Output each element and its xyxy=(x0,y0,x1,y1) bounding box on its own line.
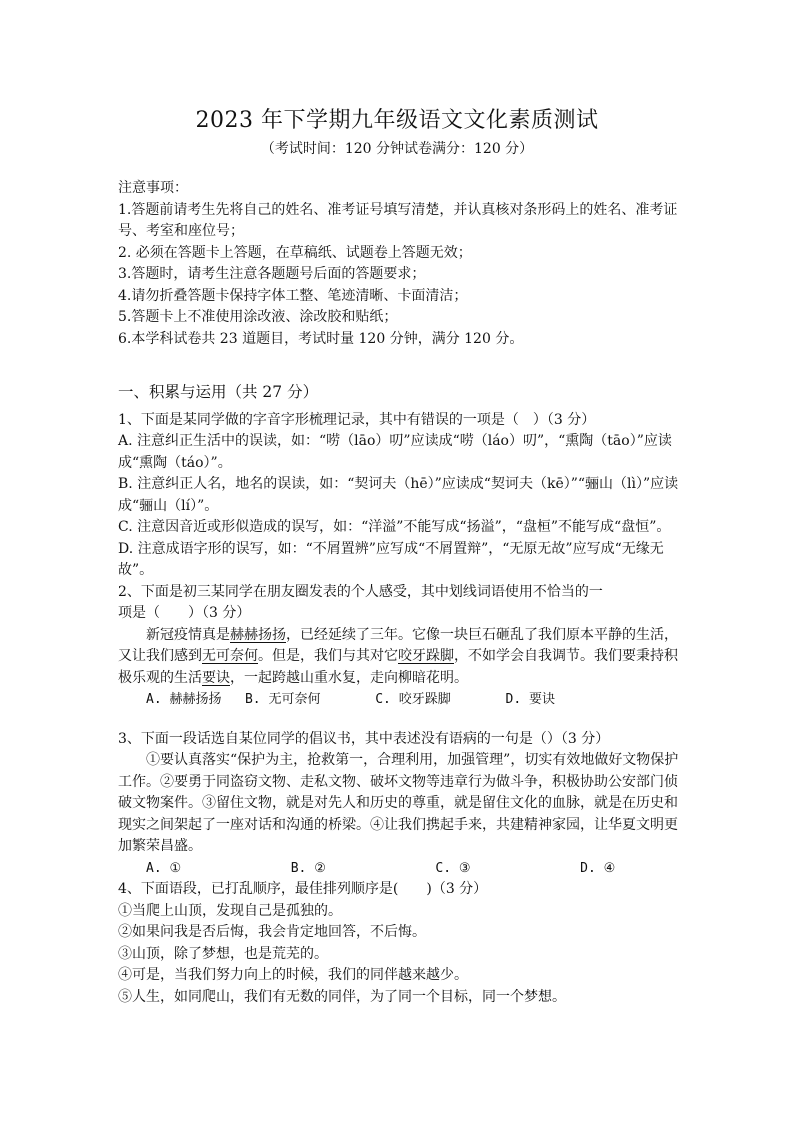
underlined-word: 咬牙跺脚 xyxy=(398,648,454,664)
passage-text: ，不如学会自我调节。我们要秉持积极乐观的生活 xyxy=(118,648,678,686)
question-3-options: A. ① B. ② C. ③ D. ④ xyxy=(146,860,616,876)
question-3-stem: 3、下面一段话选自某位同学的倡议书，其中表述没有语病的一句是（）（3 分） xyxy=(118,730,610,747)
question-1-option-a: A. 注意纠正生活中的误读，如：“唠（lāo）叨”应读成“唠（láo）叨”，“熏陶（tāo）”应读成“熏陶（táo）”。 xyxy=(118,433,672,471)
passage-text: 新冠疫情真是 xyxy=(146,626,230,643)
question-4-sentence: ①当爬上山顶，发现自己是孤独的。 xyxy=(118,902,342,919)
passage-text: ，一起跨越山重水复，走向柳暗花明。 xyxy=(230,669,468,686)
question-4-sentence: ②如果问我是否后悔，我会肯定地回答，不后悔。 xyxy=(118,924,426,940)
spacer xyxy=(118,711,684,729)
question-2-stem-line1: 2、下面是初三某同学在朋友圈发表的个人感受，其中划线词语使用不恰当的一 xyxy=(118,583,603,600)
question-4-stem: 4、下面语段，已打乱顺序，最佳排列顺序是( )（3 分） xyxy=(118,881,488,897)
notice-item: 4.请勿折叠答题卡保持字体工整、笔迹清晰、卡面清洁； xyxy=(118,287,468,304)
question-2-options: A. 赫赫扬扬 B. 无可奈何 C. 咬牙跺脚 D. 要诀 xyxy=(146,692,555,707)
notice-item: 1.答题前请考生先将自己的姓名、准考证号填写清楚，并认真核对条形码上的姓名、准考证号、考室和座位号； xyxy=(118,201,678,239)
underlined-word: 要诀 xyxy=(202,669,230,686)
question-1-option-b: B. 注意纠正人名，地名的误读，如：“契诃夫（hē）”应读成“契诃夫（kē）”“骊山（lì）”应读成“骊山（lí）”。 xyxy=(118,476,679,514)
exam-title: 2023 年下学期九年级语文文化素质测试 xyxy=(195,108,599,133)
question-2-stem-line2: 项是（ ）（3 分） xyxy=(118,605,251,621)
underlined-word: 无可奈何 xyxy=(202,648,258,664)
question-4-sentence: ④可是，当我们努力向上的时候，我们的同伴越来越少。 xyxy=(118,967,468,983)
passage-text: 。但是，我们与其对它 xyxy=(258,648,398,664)
question-4-sentence: ⑤人生，如同爬山，我们有无数的同伴，为了同一个目标，同一个梦想。 xyxy=(118,988,566,1005)
spacer xyxy=(118,350,684,382)
notice-heading: 注意事项： xyxy=(118,180,188,196)
question-2-stem xyxy=(118,582,684,625)
section-heading: 一、积累与运用（共 27 分） xyxy=(118,383,319,401)
underlined-word: 赫赫扬扬 xyxy=(230,626,286,643)
question-2-passage xyxy=(118,625,684,690)
question-1-option-c: C. 注意因音近或形似造成的误写，如：“洋溢”不能写成“扬溢”，“盘桓”不能写成“盘恒”。 xyxy=(118,519,671,535)
exam-body xyxy=(118,178,684,1008)
notice-item: 5.答题卡上不准使用涂改液、涂改胶和贴纸； xyxy=(118,309,398,325)
question-1-option-d: D. 注意成语字形的误写，如：“不屑置辨”应写成“不屑置辩”，“无原无故”应写成“无缘无故”。 xyxy=(118,540,664,578)
question-3-passage: ①要认真落实“保护为主，抢救第一，合理利用，加强管理”，切实有效地做好文物保护工作。②要勇于同盗窃文物、走私文物、破坏文物等违章行为做斗争，积极协助公安部门侦破文物案件。③留住文物，就是对先人和历史的尊重，就是留住文化的血脉，就是在历史和现实之间架起了一座对话和沟通的桥梁。④让我们携起手来，共建精神家园，让华夏文明更加繁荣昌盛。 xyxy=(118,752,679,854)
notice-item: 2. 必须在答题卡上答题，在草稿纸、试题卷上答题无效； xyxy=(118,244,472,261)
exam-subtitle: （考试时间：120 分钟试卷满分：120 分） xyxy=(260,141,534,157)
notice-item: 3.答题时，请考生注意各题题号后面的答题要求； xyxy=(118,266,426,282)
passage-text: ，已经延续了三年。它像一块巨石砸乱了我们原本平静的生活，又让我们感到 xyxy=(118,626,678,664)
question-4-sentence: ③山顶，除了梦想，也是荒芜的。 xyxy=(118,945,328,962)
notice-item: 6.本学科试卷共 23 道题目，考试时量 120 分钟，满分 120 分。 xyxy=(118,330,524,347)
question-1-stem: 1、下面是某同学做的字音字形梳理记录，其中有错误的一项是（ ）（3 分） xyxy=(118,411,596,428)
